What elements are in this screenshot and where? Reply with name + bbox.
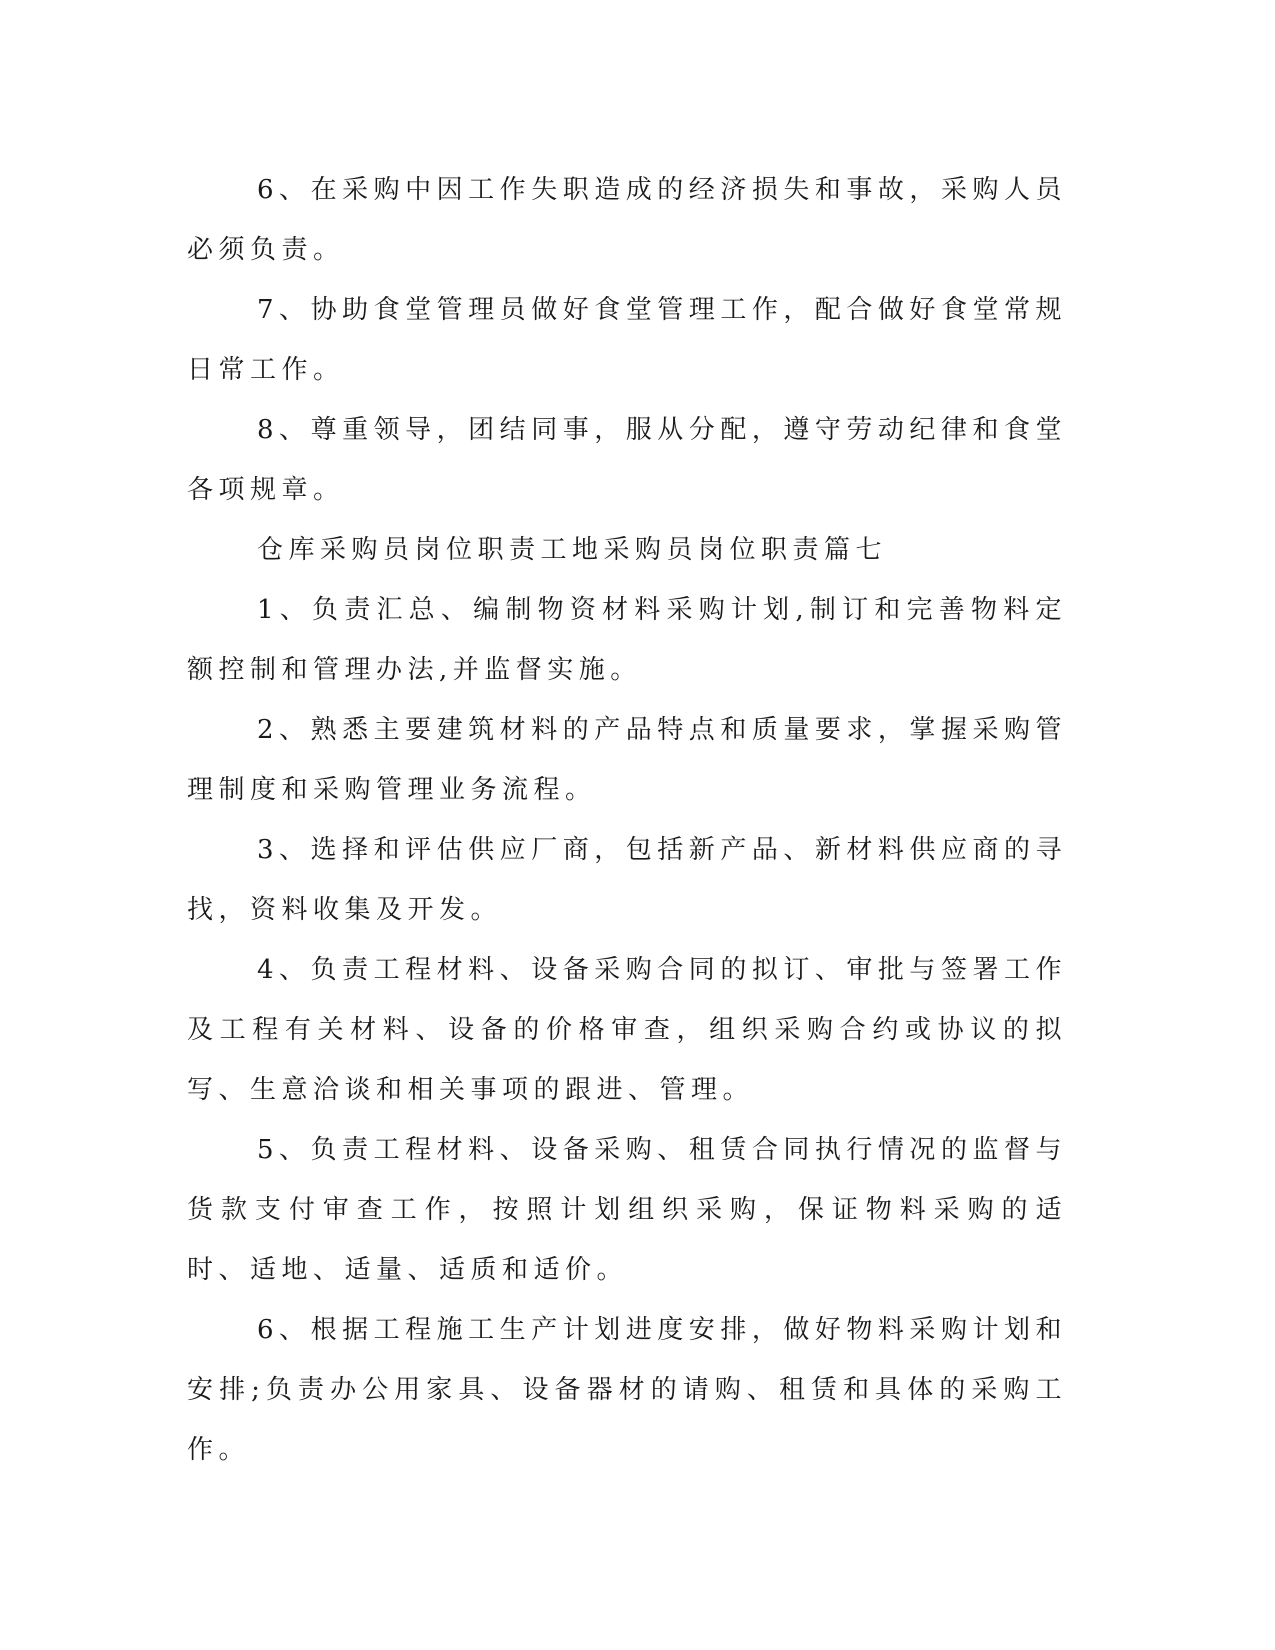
document-body — [187, 160, 1067, 1480]
paragraph-item-6: 6、在采购中因工作失职造成的经济损失和事故，采购人员必须负责。 — [187, 175, 1067, 265]
paragraph-item-4: 4、负责工程材料、设备采购合同的拟订、审批与签署工作及工程有关材料、设备的价格审查，组织采购合约或协议的拟写、生意洽谈和相关事项的跟进、管理。 — [187, 955, 1067, 1105]
paragraph-item-5: 5、负责工程材料、设备采购、租赁合同执行情况的监督与货款支付审查工作，按照计划组织采购，保证物料采购的适时、适地、适量、适质和适价。 — [187, 1135, 1067, 1285]
paragraph-item-1: 1、负责汇总、编制物资材料采购计划,制订和完善物料定额控制和管理办法,并监督实施。 — [187, 595, 1067, 685]
section-heading: 仓库采购员岗位职责工地采购员岗位职责篇七 — [257, 535, 888, 565]
paragraph-item-8: 8、尊重领导，团结同事，服从分配，遵守劳动纪律和食堂各项规章。 — [187, 415, 1067, 505]
paragraph-item-3: 3、选择和评估供应厂商，包括新产品、新材料供应商的寻找，资料收集及开发。 — [187, 835, 1067, 925]
paragraph-item-2: 2、熟悉主要建筑材料的产品特点和质量要求，掌握采购管理制度和采购管理业务流程。 — [187, 715, 1067, 805]
paragraph-item-6b: 6、根据工程施工生产计划进度安排，做好物料采购计划和安排;负责办公用家具、设备器材的请购、租赁和具体的采购工作。 — [187, 1315, 1067, 1465]
paragraph-item-7: 7、协助食堂管理员做好食堂管理工作，配合做好食堂常规日常工作。 — [187, 295, 1067, 385]
